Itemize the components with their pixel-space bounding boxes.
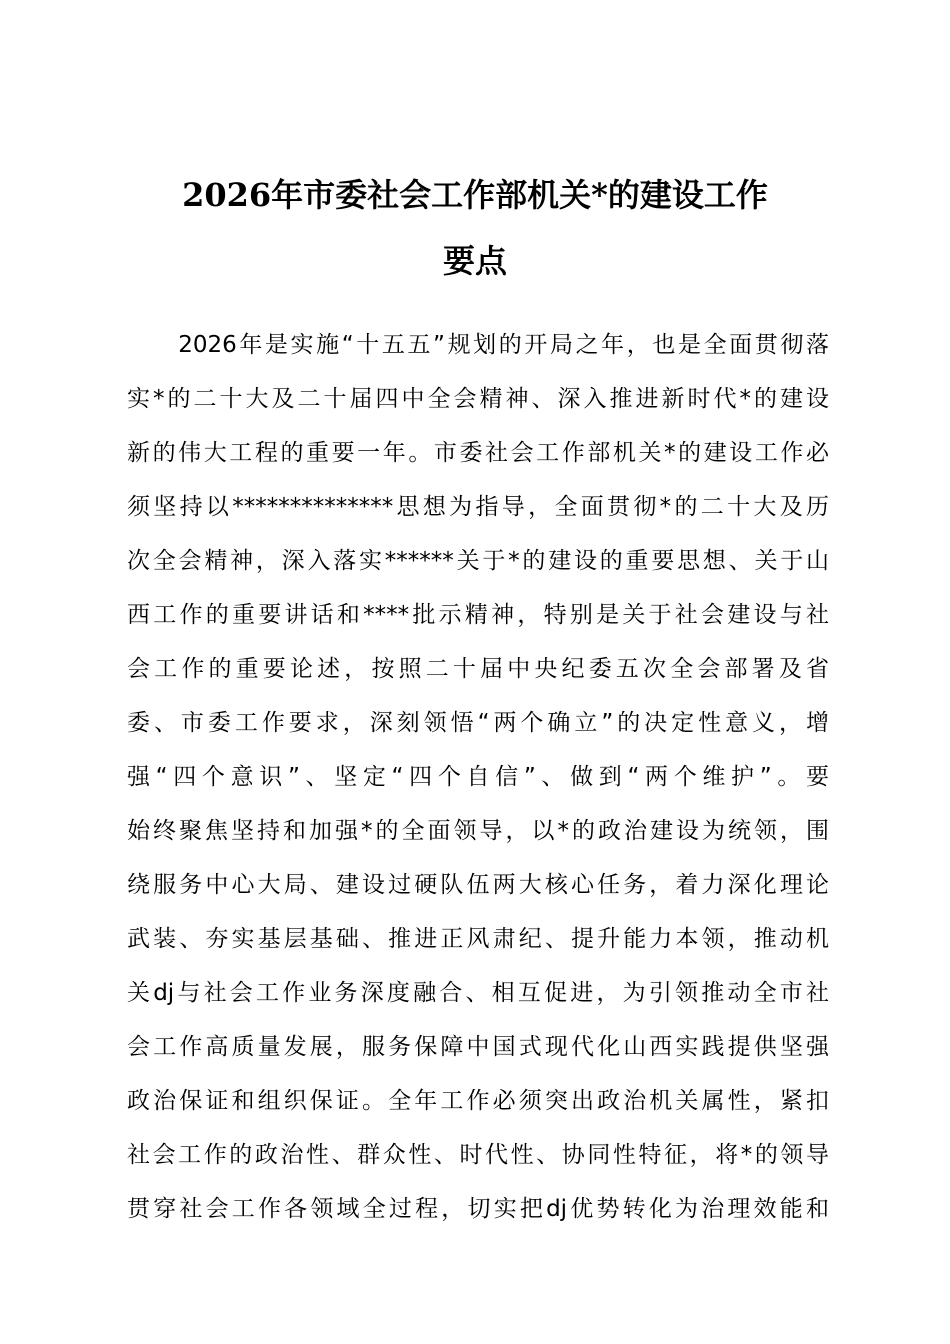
document-title-line-2: 要点: [442, 242, 507, 280]
body-line: 会工作的重要论述，按照二十届中央纪委五次全会部署及省: [127, 656, 829, 682]
body-line: 会工作高质量发展，服务保障中国式现代化山西实践提供坚强: [127, 1034, 829, 1060]
body-line: 政治保证和组织保证。全年工作必须突出政治机关属性，紧扣: [127, 1088, 829, 1114]
body-line: 西工作的重要讲话和****批示精神，特别是关于社会建设与社: [127, 602, 829, 628]
body-line: 关dj与社会工作业务深度融合、相互促进，为引领推动全市社: [127, 980, 829, 1006]
body-line: 次全会精神，深入落实******关于*的建设的重要思想、关于山: [127, 548, 829, 574]
body-line: 绕服务中心大局、建设过硬队伍两大核心任务，着力深化理论: [127, 872, 829, 898]
body-line: 须坚持以**************思想为指导，全面贯彻*的二十大及历: [127, 494, 829, 520]
body-line: 社会工作的政治性、群众性、时代性、协同性特征，将*的领导: [127, 1142, 829, 1168]
document-title-line-1: 2026年市委社会工作部机关*的建设工作: [182, 176, 768, 214]
document-body: [127, 318, 829, 1236]
body-line: 贯穿社会工作各领域全过程，切实把dj优势转化为治理效能和: [127, 1196, 829, 1222]
body-line: 始终聚焦坚持和加强*的全面领导，以*的政治建设为统领，围: [127, 818, 829, 844]
body-line: 委、市委工作要求，深刻领悟“两个确立”的决定性意义，增: [127, 710, 829, 736]
body-line: 2026年是实施“十五五”规划的开局之年，也是全面贯彻落: [127, 332, 829, 358]
body-line: 实*的二十大及二十届四中全会精神、深入推进新时代*的建设: [127, 386, 829, 412]
body-line: 武装、夯实基层基础、推进正风肃纪、提升能力本领，推动机: [127, 926, 829, 952]
body-line: 新的伟大工程的重要一年。市委社会工作部机关*的建设工作必: [127, 440, 829, 466]
body-line: 强“四个意识”、坚定“四个自信”、做到“两个维护”。要: [127, 764, 829, 790]
